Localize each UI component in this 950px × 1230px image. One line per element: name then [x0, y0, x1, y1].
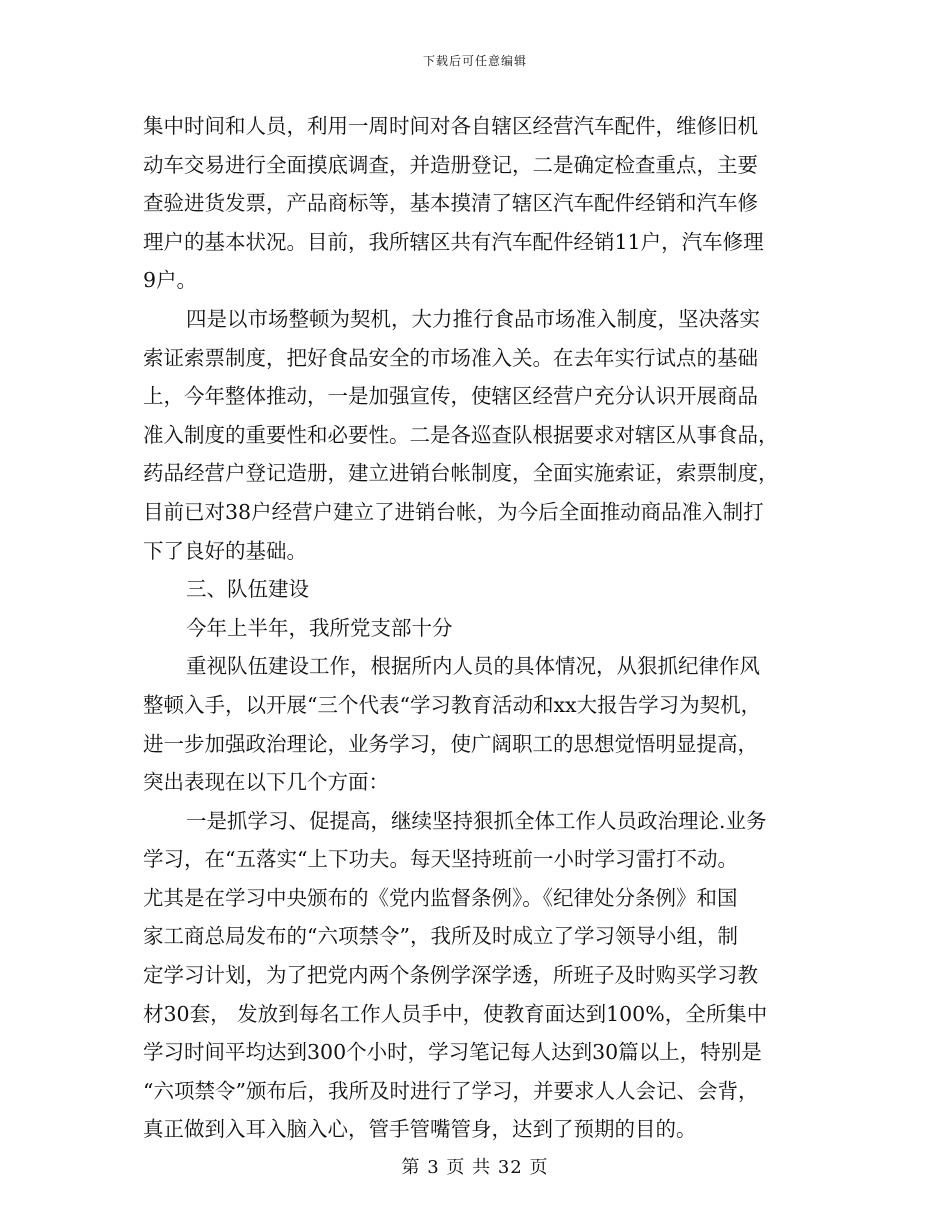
text-line: 索证索票制度，把好食品安全的市场准入关。在去年实行试点的基础 [143, 345, 758, 370]
text-line: 四是以市场整顿为契机，大力推行食品市场准入制度，坚决落实 [186, 306, 760, 331]
document-body [143, 107, 813, 1149]
text-line: 集中时间和人员，利用一周时间对各自辖区经营汽车配件，维修旧机 [143, 114, 758, 138]
text-line: 查验进货发票，产品商标等，基本摸清了辖区汽车配件经销和汽车修 [143, 191, 758, 216]
text-line: “六项禁令”颁布后，我所及时进行了学习，并要求人人会记、会背， [143, 1078, 759, 1103]
page-number: 第 3 页 共 32 页 [401, 1157, 549, 1178]
text-line: 学习时间平均达到300个小时，学习笔记每人达到30篇以上，特别是 [143, 1040, 762, 1065]
text-line: 家工商总局发布的“六项禁令”，我所及时成立了学习领导小组，制 [143, 924, 738, 949]
text-line: 重视队伍建设工作，根据所内人员的具体情况，从狠抓纪律作风 [186, 654, 760, 679]
text-line: 材30套， 发放到每名工作人员手中，使教育面达到100%，全所集中 [143, 1001, 768, 1026]
text-line: 整顿入手，以开展“三个代表“学习教育活动和xx大报告学习为契机， [143, 692, 762, 717]
text-line: 药品经营户登记造册，建立进销台帐制度，全面实施索证，索票制度， [143, 461, 779, 486]
text-line: 目前已对38户经营户建立了进销台帐，为今后全面推动商品准入制打 [143, 499, 764, 524]
section-heading: 三、队伍建设 [186, 577, 309, 602]
text-line: 真正做到入耳入脑入心，管手管嘴管身，达到了预期的目的。 [143, 1117, 697, 1142]
text-line: 准入制度的重要性和必要性。二是各巡查队根据要求对辖区从事食品， [143, 422, 779, 447]
text-line: 一是抓学习、促提高，继续坚持狠抓全体工作人员政治理论.业务 [186, 808, 767, 833]
text-line: 理户的基本状况。目前，我所辖区共有汽车配件经销11户，汽车修理 [143, 229, 764, 254]
text-line: 今年上半年，我所党支部十分 [186, 615, 453, 640]
text-line: 9户。 [143, 268, 198, 293]
text-line: 定学习计划，为了把党内两个条例学深学透，所班子及时购买学习教 [143, 963, 758, 988]
page-header-note: 下载后可任意编辑 [422, 54, 527, 68]
text-line: 突出表现在以下几个方面： [143, 770, 389, 795]
text-line: 下了良好的基础。 [143, 538, 307, 563]
text-line: 进一步加强政治理论，业务学习，使广阔职工的思想觉悟明显提高， [143, 731, 758, 756]
text-line: 动车交易进行全面摸底调查，并造册登记，二是确定检查重点，主要 [143, 152, 758, 177]
text-line: 上，今年整体推动，一是加强宣传，使辖区经营户充分认识开展商品 [143, 384, 758, 409]
text-line: 尤其是在学习中央颁布的《党内监督条例》。《纪律处分条例》和国 [143, 885, 738, 910]
text-line: 学习，在“五落实“上下功夫。每天坚持班前一小时学习雷打不动。 [143, 847, 738, 872]
